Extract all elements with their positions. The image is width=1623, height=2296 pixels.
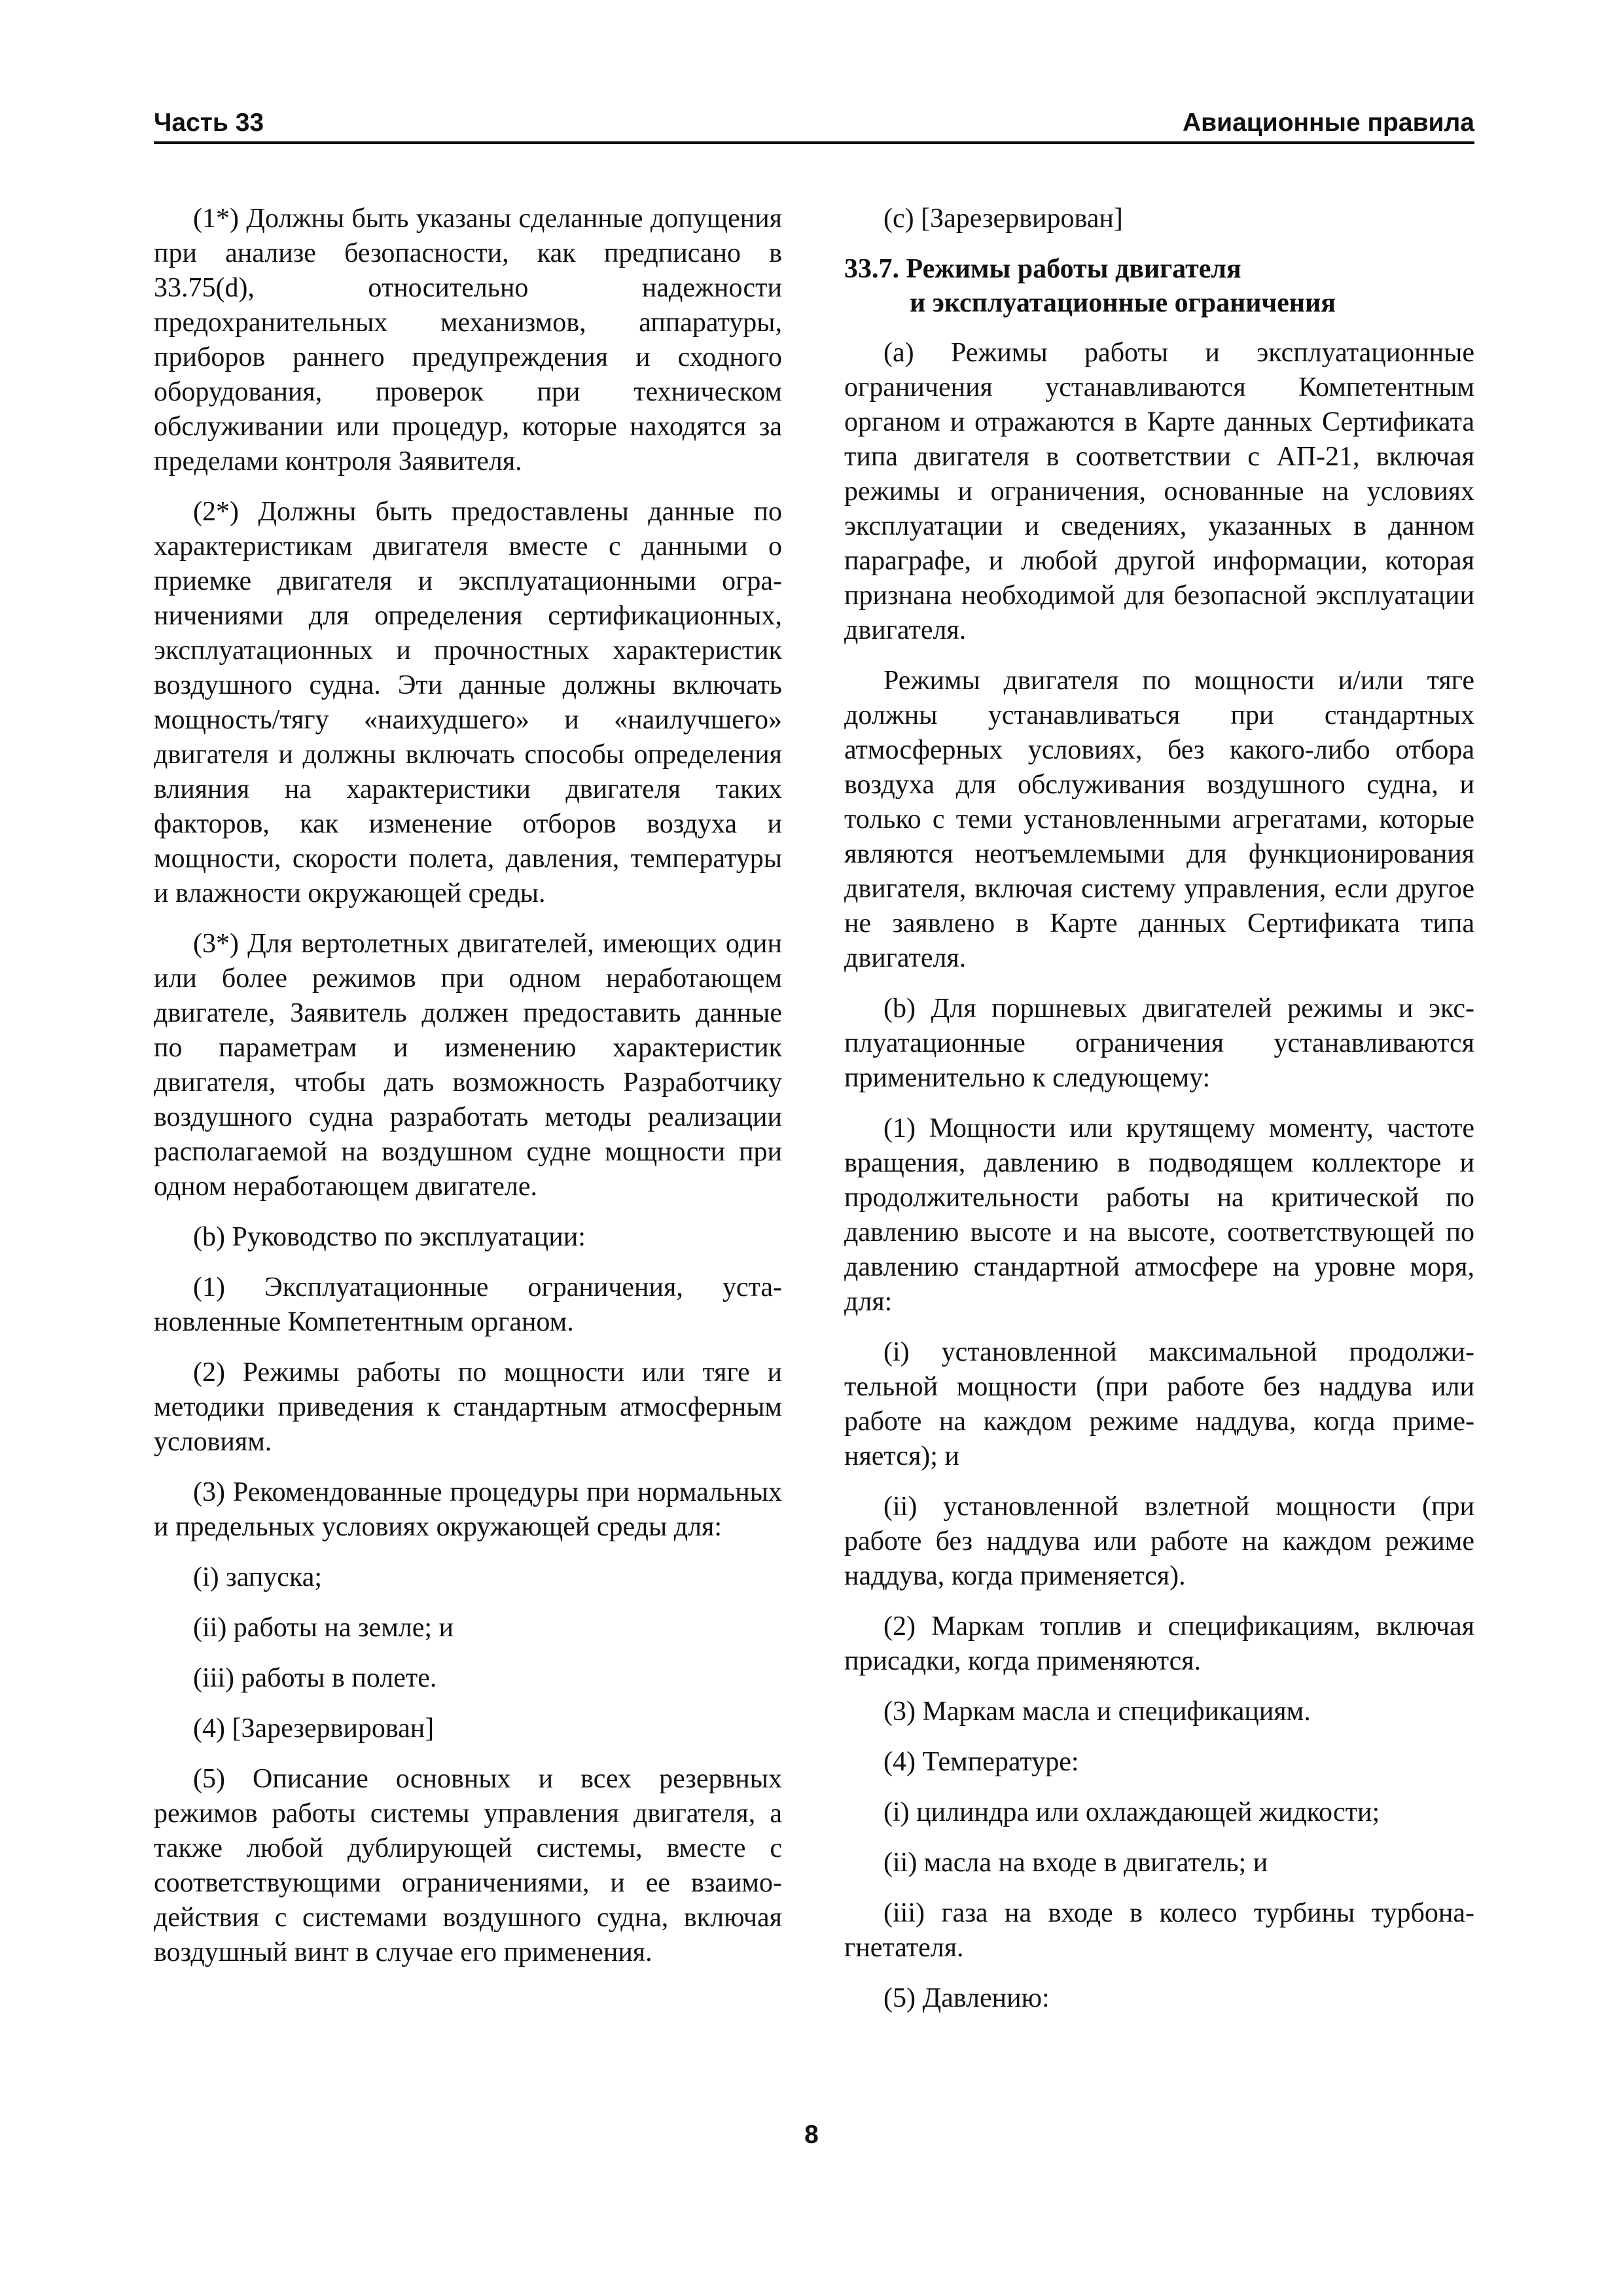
paragraph-reserved-c: (c) [Зарезервирован] bbox=[883, 204, 1123, 234]
section-heading-33-7 bbox=[844, 252, 1474, 320]
paragraph-fuel-grades: (2) Маркам топлив и спецификациям, включая присадки, когда применяются. bbox=[844, 1611, 1474, 1676]
list-item-ground-operation: (ii) работы на земле; и bbox=[193, 1613, 454, 1643]
list-item-turbo-inlet-gas: (iii) газа на входе в колесо турбины турбонагнетателя. bbox=[844, 1898, 1474, 1963]
section-heading-line-2: и эксплуатационные ограничения bbox=[910, 288, 1336, 318]
list-item-flight-operation: (iii) работы в полете. bbox=[193, 1663, 437, 1693]
paragraph-reserved-4: (4) [Зарезервирован] bbox=[193, 1713, 435, 1744]
page-header bbox=[154, 103, 1474, 143]
paragraph-standard-conditions: Режимы двигателя по мощности и/или тяге должны устанавливаться при стандартных атмосферных условиях, без какого-либо отбора воздуха для обслуживания воздушного судна, и только с теми установленными агрегатами, которые являются неотъемлемыми для функционирования двигателя, включая систему управления, если другое не заявлено в Карте данных Сертификата типа двигателя. bbox=[844, 666, 1474, 973]
paragraph-ratings-established: (a) Режимы работы и эксплуатационные ограничения устанавливаются Компетентным органом и отражаются в Карте данных Сертификата типа двигателя в соответствии с АП-21, включая режимы и ограничения, основанные на условиях эксплуатации и сведениях, указанных в данном параграфе, и любой другой информации, которая признана необходимой для безопасной эксплуатации двигателя. bbox=[844, 338, 1474, 645]
header-part-label: Часть 33 bbox=[154, 109, 264, 137]
header-divider bbox=[154, 141, 1474, 144]
paragraph-rotorcraft-oei: (3*) Для вертолетных двигателей, имеющих один или более режимов при одном неработающем двигателе, Заявитель должен предоставить данные по параметрам и изменению характеристик двигателя, чтобы дать возможность Разработчику воздушного судна разработать методы реализации располагаемой на воздушном судне мощности при одном неработающем двигателе. bbox=[154, 929, 782, 1202]
right-column bbox=[844, 202, 1474, 2032]
paragraph-oil-grades: (3) Маркам масла и спецификациям. bbox=[883, 1696, 1311, 1727]
paragraph-horsepower-torque: (1) Мощности или крутящему моменту, частоте вращения, давлению в подводящем коллекторе и продолжительности работы на критической по давлению высоте и на высоте, соответствующей по давлению стандартной атмосфере на уровне моря, для: bbox=[844, 1113, 1474, 1317]
paragraph-recommended-procedures: (3) Рекомендованные процедуры при нормальных и предельных условиях окружающей среды для: bbox=[154, 1477, 782, 1542]
paragraph-control-system: (5) Описание основных и всех резервных режимов работы системы управления двигателя, а также любой дублирующей системы, вместе с соответствующими ограничениями, и ее взаимодействия с системами воздушного судна, включая воздушный винт в случае его применения. bbox=[154, 1764, 782, 1967]
page-number: 8 bbox=[804, 2121, 819, 2149]
paragraph-temperature: (4) Температуре: bbox=[883, 1747, 1079, 1777]
paragraph-performance-data: (2*) Должны быть предоставлены данные по характеристикам двигателя вместе с данными о приемке двигателя и эксплуатационными ограничениями для определения сертификационных, эксплуатационных и прочностных характеристик воздушного судна. Эти данные должны включать мощность/тягу «наихудшего» и «наилучшего» двигателя и должны включать способы определения влияния на характеристики двигателя таких факторов, как изменение отборов воздуха и мощности, скорости полета, давления, температуры и влажности окружающей среды. bbox=[154, 497, 782, 908]
list-item-cylinder-coolant: (i) цилиндра или охлаждающей жидкости; bbox=[883, 1797, 1380, 1827]
paragraph-pressure: (5) Давлению: bbox=[883, 1983, 1050, 2013]
list-item-max-continuous: (i) установленной максимальной продолжительной мощности (при работе без наддува или работе на каждом режиме наддува, когда применяется); и bbox=[844, 1337, 1474, 1471]
list-item-takeoff-power: (ii) установленной взлетной мощности (при работе без наддува или работе на каждом режиме наддува, когда применяется). bbox=[844, 1492, 1474, 1591]
paragraph-operating-limits: (1) Эксплуатационные ограничения, установленные Компетентным органом. bbox=[154, 1272, 782, 1337]
header-document-title: Авиационные правила bbox=[1182, 109, 1474, 137]
left-column bbox=[154, 202, 782, 1986]
section-heading-line-1: 33.7. Режимы работы двигателя bbox=[844, 254, 1241, 284]
paragraph-power-ratings: (2) Режимы работы по мощности или тяге и методики приведения к стандартным атмосферным условиям. bbox=[154, 1357, 782, 1457]
paragraph-operating-manual: (b) Руководство по эксплуатации: bbox=[193, 1222, 586, 1252]
paragraph-reciprocating-engines: (b) Для поршневых двигателей режимы и эксплуатационные ограничения устанавливаются применительно к следующему: bbox=[844, 994, 1474, 1093]
list-item-oil-inlet: (ii) масла на входе в двигатель; и bbox=[883, 1848, 1268, 1878]
paragraph-assumptions: (1*) Должны быть указаны сделанные допущения при анализе безопасности, как предписано в 33.75(d), относительно надежности предохранительных механизмов, аппаратуры, приборов раннего предупреждения и сходного оборудования, проверок при техническом обслуживании или процедур, которые находятся за пределами контроля Заявителя. bbox=[154, 204, 782, 476]
list-item-starting: (i) запуска; bbox=[193, 1562, 323, 1592]
